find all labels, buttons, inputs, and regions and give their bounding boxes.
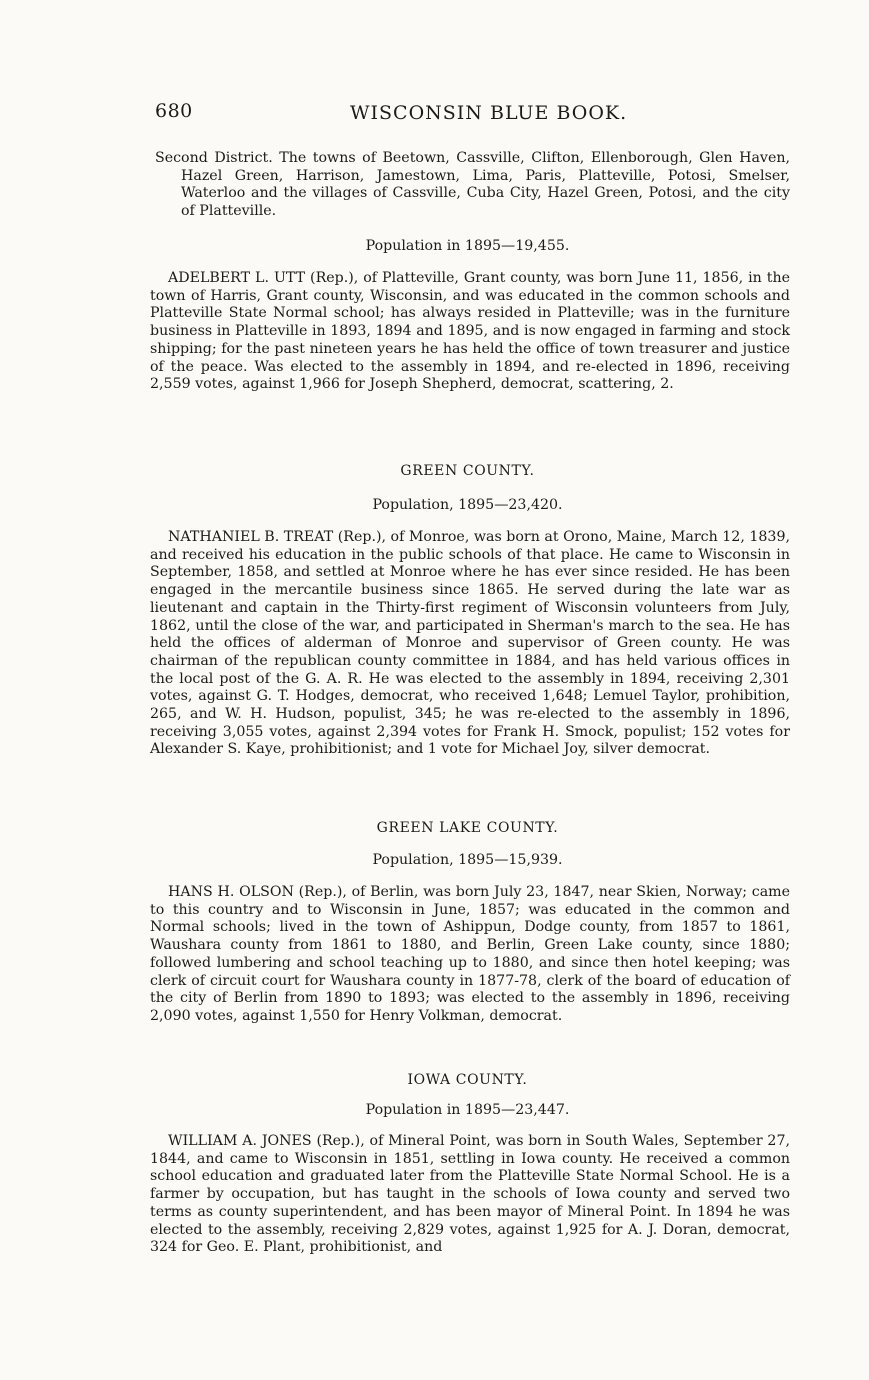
page-number: 680 [155, 100, 193, 122]
green-county-population: Population, 1895—23,420. [372, 497, 563, 513]
green-county-heading: GREEN COUNTY. [400, 463, 535, 479]
iowa-county-population: Population in 1895—23,447. [365, 1102, 570, 1118]
olson-biography: HANS H. OLSON (Rep.), of Berlin, was born July 23, 1847, near Skien, Norway; came to this country and to Wisconsin in June, 1857; was educated in the common and Normal schools; lived in the town of Ashippun, Dodge county, from 1857 to 1861, Waushara county from 1861 to 1880, and Berlin, Green Lake county, since 1880; followed lumbering and school teaching up to 1880, and since then hotel keeping; was clerk of circuit court for Waushara county in 1877-78, clerk of the board of education of the city of Berlin from 1890 to 1893; was elected to the assembly in 1896, receiving 2,090 votes, against 1,550 for Henry Volkman, democrat. [150, 884, 790, 1024]
treat-biography: NATHANIEL B. TREAT (Rep.), of Monroe, was born at Orono, Maine, March 12, 1839, and received his education in the public schools of that place. He came to Wisconsin in September, 1858, and settled at Monroe where he has ever since resided. He has been engaged in the mercantile business since 1865. He served during the late war as lieutenant and captain in the Thirty-first regiment of Wisconsin volunteers from July, 1862, until the close of the war, and participated in Sherman's march to the sea. He has held the offices of alderman of Monroe and supervisor of Green county. He was chairman of the republican county committee in 1884, and has held various offices in the local post of the G. A. R. He was elected to the assembly in 1894, receiving 2,301 votes, against G. T. Hodges, democrat, who received 1,648; Lemuel Taylor, prohibition, 265, and W. H. Hudson, populist, 345; he was re-elected to the assembly in 1896, receiving 3,055 votes, against 2,394 votes for Frank H. Smock, populist; 152 votes for Alexander S. Kaye, prohibitionist; and 1 vote for Michael Joy, silver democrat. [150, 529, 790, 758]
green-lake-county-heading: GREEN LAKE COUNTY. [376, 820, 559, 836]
running-title: WISCONSIN BLUE BOOK. [350, 102, 628, 124]
green-lake-county-population: Population, 1895—15,939. [372, 852, 563, 868]
district-population: Population in 1895—19,455. [365, 238, 570, 254]
page-header [155, 100, 795, 130]
iowa-county-heading: IOWA COUNTY. [407, 1072, 528, 1088]
utt-biography: ADELBERT L. UTT (Rep.), of Platteville, Grant county, was born June 11, 1856, in the town of Harris, Grant county, Wisconsin, and was educated in the common schools and Platteville State Normal school; has always resided in Platteville; was in the furniture business in Platteville in 1893, 1894 and 1895, and is now engaged in farming and stock shipping; for the past nineteen years he has held the office of town treasurer and justice of the peace. Was elected to the assembly in 1894, and re-elected in 1896, receiving 2,559 votes, against 1,966 for Joseph Shepherd, democrat, scattering, 2. [150, 270, 790, 393]
district-description: Second District. The towns of Beetown, Cassville, Clifton, Ellenborough, Glen Haven, Hazel Green, Harrison, Jamestown, Lima, Paris, Platteville, Potosi, Smelser, Waterloo and the villages of Cassville, Cuba City, Hazel Green, Potosi, and the city of Platteville. [155, 150, 790, 220]
jones-biography: WILLIAM A. JONES (Rep.), of Mineral Point, was born in South Wales, September 27, 1844, and came to Wisconsin in 1851, settling in Iowa county. He received a common school education and graduated later from the Platteville State Normal School. He is a farmer by occupation, but has taught in the schools of Iowa county and served two terms as county superintendent, and has been mayor of Mineral Point. In 1894 he was elected to the assembly, receiving 2,829 votes, against 1,925 for A. J. Doran, democrat, 324 for Geo. E. Plant, prohibitionist, and [150, 1133, 790, 1256]
